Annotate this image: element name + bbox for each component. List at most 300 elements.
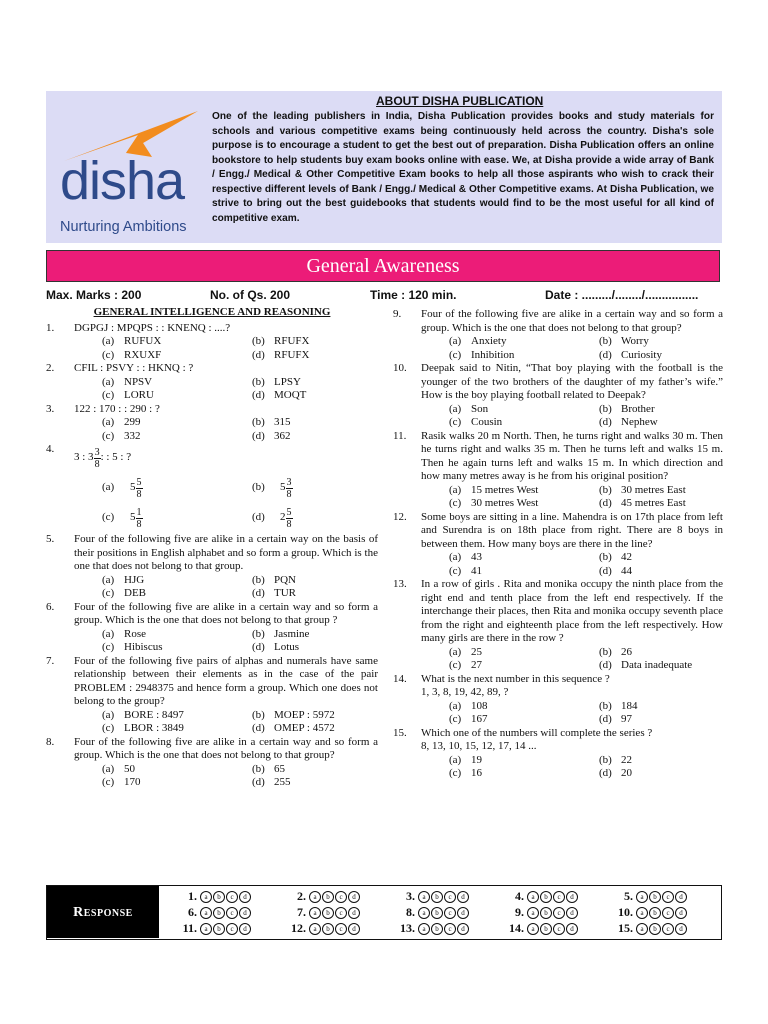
question-text-line: 8, 13, 10, 15, 12, 17, 14 ...	[421, 740, 537, 752]
response-row	[496, 920, 605, 936]
about-title: ABOUT DISHA PUBLICATION	[376, 94, 544, 108]
question-text	[74, 443, 378, 473]
fraction-denominator: 8	[286, 488, 292, 500]
answer-bubble[interactable]: c	[226, 923, 238, 935]
response-row	[605, 920, 714, 936]
question-number: 10.	[393, 362, 407, 374]
response-row	[605, 888, 714, 904]
option	[102, 376, 252, 390]
option-value: Cousin	[471, 416, 503, 428]
option	[252, 376, 402, 390]
answer-bubble[interactable]: b	[540, 923, 552, 935]
option-letter: (d)	[599, 348, 612, 361]
option-letter: (a)	[449, 402, 462, 415]
answer-bubble[interactable]: b	[431, 923, 443, 935]
option-value: Anxiety	[471, 335, 507, 347]
mixed-number	[280, 477, 293, 500]
answer-bubble[interactable]: d	[457, 907, 469, 919]
option-value: Lotus	[274, 641, 300, 653]
option	[102, 503, 252, 533]
answer-bubble[interactable]: b	[431, 907, 443, 919]
option	[599, 565, 749, 579]
option	[102, 416, 252, 430]
fraction	[286, 477, 293, 500]
option	[599, 335, 749, 349]
answer-bubble[interactable]: c	[662, 907, 674, 919]
options	[421, 646, 723, 673]
options	[74, 416, 378, 443]
option-value: 22	[621, 753, 632, 766]
response-number: 1.	[188, 889, 197, 903]
answer-bubble[interactable]: c	[335, 907, 347, 919]
question-number: 11.	[393, 429, 407, 442]
option-letter: (a)	[102, 573, 115, 586]
response-row	[169, 904, 278, 920]
answer-bubble[interactable]: a	[200, 923, 212, 935]
option	[102, 709, 252, 723]
answer-bubble[interactable]: c	[444, 907, 456, 919]
option-value: NPSV	[124, 375, 153, 388]
question-text	[421, 308, 723, 335]
option-value: 50	[124, 762, 135, 775]
answer-bubble[interactable]: a	[418, 891, 430, 903]
option-value: 315	[274, 416, 291, 428]
option-letter: (a)	[102, 481, 115, 494]
fraction-denominator: 8	[136, 488, 142, 500]
option-letter: (b)	[252, 627, 265, 640]
option-value: 30 metres East	[621, 483, 686, 496]
option	[599, 497, 749, 511]
answer-bubble[interactable]: b	[322, 907, 334, 919]
answer-bubble[interactable]: a	[200, 907, 212, 919]
option-letter: (b)	[599, 699, 612, 712]
option	[449, 349, 599, 363]
question-number: 8.	[46, 735, 55, 748]
option	[449, 565, 599, 579]
answer-bubble[interactable]: c	[335, 891, 347, 903]
question-text-line: Four of the following five are alike in a certain way and so form a group. Which is the one that does not belong to that group ?	[74, 600, 378, 626]
option-value: 27	[471, 659, 482, 671]
option-letter: (b)	[252, 375, 265, 388]
option	[102, 776, 252, 790]
answer-bubble[interactable]: c	[662, 891, 674, 903]
option-letter: (b)	[252, 708, 265, 721]
answer-bubble[interactable]: d	[675, 891, 687, 903]
option	[102, 574, 252, 588]
response-number: 6.	[188, 905, 197, 919]
question-text-line: Four of the following five are alike in a certain way and so form a group. Which is the one that does not belong to that group?	[421, 308, 723, 334]
answer-bubble[interactable]: d	[348, 923, 360, 935]
option	[449, 700, 599, 714]
option-value: 65	[274, 762, 285, 775]
answer-bubble[interactable]: d	[457, 923, 469, 935]
option	[449, 416, 599, 430]
option	[599, 767, 749, 781]
date-field: Date : ........./......../................	[545, 288, 699, 302]
option-value: 108	[471, 699, 488, 712]
question-number: 13.	[393, 578, 407, 590]
about-box	[46, 91, 722, 243]
question-number: 6.	[46, 600, 55, 613]
response-number: 7.	[297, 905, 306, 919]
answer-bubble[interactable]: c	[553, 923, 565, 935]
fraction-numerator: 5	[286, 506, 292, 518]
option-letter: (b)	[252, 416, 265, 428]
answer-bubble[interactable]: d	[566, 891, 578, 903]
answer-bubble[interactable]: d	[675, 907, 687, 919]
question-text-line: Four of the following five pairs of alphas and numerals have same relationship between their elements as in the case of the pair PROBLEM : 2948375 and hence form a group. Which one does not belong to the group?	[74, 654, 378, 707]
options	[421, 700, 723, 727]
option-letter: (d)	[599, 416, 612, 428]
option-value: 299	[124, 416, 141, 428]
option-value: Nephew	[621, 416, 658, 428]
fraction-numerator: 3	[286, 476, 292, 488]
question-text	[421, 673, 723, 700]
option-letter: (a)	[449, 483, 462, 496]
answer-bubble[interactable]: d	[566, 907, 578, 919]
response-number: 13.	[400, 921, 415, 935]
answer-bubble[interactable]: a	[527, 891, 539, 903]
answer-bubble[interactable]: a	[418, 923, 430, 935]
option-letter: (a)	[102, 762, 115, 775]
questions-right-column	[393, 308, 723, 781]
option-value: Brother	[621, 402, 655, 415]
answer-bubble[interactable]: a	[309, 891, 321, 903]
option-value: Hibiscus	[124, 641, 163, 653]
option-value: 20	[621, 767, 632, 779]
answer-bubble[interactable]: d	[348, 907, 360, 919]
answer-bubble[interactable]: d	[457, 891, 469, 903]
option	[102, 335, 252, 349]
option	[449, 335, 599, 349]
option	[599, 403, 749, 417]
answer-bubble[interactable]: b	[649, 891, 661, 903]
answer-bubble[interactable]: d	[239, 891, 251, 903]
answer-bubble[interactable]: a	[418, 907, 430, 919]
question-number: 7.	[46, 654, 55, 667]
option	[599, 484, 749, 498]
fraction-denominator: 8	[94, 458, 100, 470]
answer-bubble[interactable]: a	[636, 907, 648, 919]
answer-bubble[interactable]: d	[675, 923, 687, 935]
option	[102, 430, 252, 444]
option-letter: (a)	[102, 627, 115, 640]
question-text-line: In a row of girls . Rita and monika occupy the ninth place from the right end and tenth place from the left end respectively. If the interchange their places, then Rita and monika occupy seventh place from the right and eighteenth place from the left respectively. How many girls are there in the row ?	[421, 578, 723, 644]
option	[449, 403, 599, 417]
answer-bubble[interactable]: a	[636, 923, 648, 935]
answer-bubble[interactable]: b	[649, 907, 661, 919]
option	[102, 763, 252, 777]
option-letter: (c)	[102, 641, 115, 653]
answer-bubble[interactable]: d	[348, 891, 360, 903]
answer-bubble[interactable]: b	[431, 891, 443, 903]
options	[421, 551, 723, 578]
options	[421, 754, 723, 781]
question	[46, 601, 378, 655]
option-value: 19	[471, 753, 482, 766]
question-text	[74, 362, 378, 376]
answer-bubble[interactable]: c	[226, 907, 238, 919]
options	[74, 376, 378, 403]
options	[74, 335, 378, 362]
option	[102, 628, 252, 642]
response-number: 3.	[406, 889, 415, 903]
option	[599, 416, 749, 430]
option-letter: (c)	[449, 767, 462, 779]
option-value: MOEP : 5972	[274, 708, 335, 721]
answer-bubble[interactable]: c	[335, 923, 347, 935]
answer-bubble[interactable]: d	[566, 923, 578, 935]
option-value: Son	[471, 402, 489, 415]
response-grid	[46, 885, 722, 940]
option-letter: (b)	[252, 481, 265, 494]
option-value: 15 metres West	[471, 483, 539, 496]
option-value: 167	[471, 713, 488, 725]
options	[74, 574, 378, 601]
fraction-numerator: 1	[136, 506, 142, 518]
option	[252, 776, 402, 790]
option-value: RFUFX	[274, 335, 310, 347]
answer-bubble[interactable]: a	[636, 891, 648, 903]
option	[449, 551, 599, 565]
option-letter: (d)	[252, 429, 265, 442]
response-number: 12.	[291, 921, 306, 935]
option	[102, 641, 252, 655]
question-text-line: Deepak said to Nitin, “That boy playing with the football is the younger of the two brothers of the daughter of my father’s wife.” How is the boy playing football related to Deepak?	[421, 362, 723, 401]
option-letter: (d)	[252, 641, 265, 653]
option-letter: (d)	[599, 713, 612, 725]
option-value: Worry	[621, 335, 649, 347]
option-value: RFUFX	[274, 348, 310, 361]
answer-bubble[interactable]: c	[662, 923, 674, 935]
option	[599, 700, 749, 714]
response-row	[387, 904, 496, 920]
option-value: MOQT	[274, 389, 307, 401]
option	[449, 754, 599, 768]
option-value: 43	[471, 551, 482, 563]
question-text	[421, 511, 723, 552]
option-letter: (c)	[102, 348, 115, 361]
whole-number: 5	[130, 511, 136, 524]
answer-bubble[interactable]: b	[540, 907, 552, 919]
fraction	[136, 477, 143, 500]
option-letter: (b)	[252, 573, 265, 586]
option	[252, 628, 402, 642]
option-value: 170	[124, 776, 141, 788]
section-title: GENERAL INTELLIGENCE AND REASONING	[93, 306, 331, 318]
question-text	[421, 727, 723, 754]
option-letter: (c)	[449, 564, 462, 577]
response-number: 11.	[182, 921, 197, 935]
mixed-number	[130, 477, 143, 500]
questions-left-column	[46, 306, 378, 790]
option	[252, 473, 402, 503]
answer-bubble[interactable]: c	[444, 891, 456, 903]
answer-bubble[interactable]: b	[213, 891, 225, 903]
question	[46, 533, 378, 601]
option-value: TUR	[274, 587, 296, 599]
option-letter: (b)	[252, 335, 265, 347]
answer-bubble[interactable]: d	[239, 907, 251, 919]
option-value: LPSY	[274, 375, 301, 388]
fraction	[286, 507, 293, 530]
response-number: 9.	[515, 905, 524, 919]
answer-bubble[interactable]: c	[553, 907, 565, 919]
option	[252, 574, 402, 588]
option-value: PQN	[274, 573, 297, 586]
option-letter: (c)	[449, 497, 462, 509]
option	[252, 389, 402, 403]
response-row	[387, 920, 496, 936]
answer-bubble[interactable]: b	[540, 891, 552, 903]
response-row	[605, 904, 714, 920]
question-number: 1.	[46, 321, 55, 334]
option	[449, 659, 599, 673]
response-number: 15.	[618, 921, 633, 935]
option	[599, 659, 749, 673]
fraction-numerator: 3	[94, 446, 100, 458]
answer-bubble[interactable]: c	[444, 923, 456, 935]
option-value: 362	[274, 429, 291, 442]
question-number: 9.	[393, 308, 402, 320]
option	[252, 763, 402, 777]
option-value: LBOR : 3849	[124, 722, 184, 734]
option	[252, 587, 402, 601]
question-text-line: 122 : 170 : : 290 : ?	[74, 402, 160, 415]
option-letter: (a)	[102, 416, 115, 428]
options	[74, 763, 378, 790]
option-letter: (d)	[252, 776, 265, 788]
question	[393, 578, 723, 673]
option-value: RUFUX	[124, 335, 162, 347]
question-text-line: Which one of the numbers will complete the series ?	[421, 726, 653, 739]
options	[74, 709, 378, 736]
question-text	[74, 533, 378, 574]
option	[599, 646, 749, 660]
option-letter: (c)	[102, 776, 115, 788]
option-value: DEB	[124, 587, 146, 599]
question-text-line: DGPGJ : MPQPS : : KNENQ : ....?	[74, 321, 231, 334]
options	[421, 484, 723, 511]
response-row	[278, 920, 387, 936]
question-text	[74, 736, 378, 763]
fraction-numerator: 5	[136, 476, 142, 488]
question	[46, 655, 378, 736]
option-value: 16	[471, 767, 482, 779]
option-value: RXUXF	[124, 348, 162, 361]
question-text	[421, 578, 723, 646]
answer-bubble[interactable]: b	[649, 923, 661, 935]
options	[74, 628, 378, 655]
option-letter: (c)	[449, 348, 462, 361]
option-letter: (a)	[102, 375, 115, 388]
option	[252, 335, 402, 349]
option	[252, 416, 402, 430]
question-text	[74, 322, 378, 336]
answer-bubble[interactable]: a	[527, 907, 539, 919]
option-letter: (c)	[102, 511, 115, 524]
option-letter: (a)	[449, 645, 462, 658]
response-number: 14.	[509, 921, 524, 935]
question	[393, 430, 723, 511]
question-text-line: Some boys are sitting in a line. Mahendra is on 17th place from left and Surendra is on 18th place from right. There are 8 boys in between them. How many boys are there in the line?	[421, 510, 723, 550]
option-value: 184	[621, 699, 638, 712]
response-row	[496, 904, 605, 920]
question-number: 4.	[46, 443, 55, 455]
option-letter: (d)	[252, 511, 265, 524]
option-value: Rose	[124, 627, 146, 640]
option-value: Jasmine	[274, 627, 310, 640]
question	[46, 322, 378, 363]
question	[393, 727, 723, 781]
option-letter: (a)	[449, 699, 462, 712]
option-letter: (a)	[102, 708, 115, 721]
option-value: OMEP : 4572	[274, 722, 335, 734]
option	[102, 349, 252, 363]
max-marks: Max. Marks : 200	[46, 288, 142, 302]
whole-number: 5	[280, 481, 286, 494]
answer-bubble[interactable]: d	[239, 923, 251, 935]
question-number: 14.	[393, 672, 407, 685]
option	[252, 722, 402, 736]
option-letter: (d)	[599, 767, 612, 779]
option-value: 97	[621, 713, 632, 725]
question-text-line: CFIL : PSVY : : HKNQ : ?	[74, 362, 194, 374]
fraction	[94, 447, 101, 470]
option-letter: (d)	[599, 497, 612, 509]
option	[599, 349, 749, 363]
answer-bubble[interactable]: a	[309, 907, 321, 919]
response-number: 10.	[618, 905, 633, 919]
question	[46, 736, 378, 790]
question-text-line: Rasik walks 20 m North. Then, he turns right and walks 30 m. Then he turns right and walks 35 m. Then he turns left and walks 15 m. Then he again turns left and walks 15 m. In which direction and how many metres away is he from his original position?	[421, 429, 723, 482]
option-value: LORU	[124, 389, 154, 401]
option-letter: (a)	[449, 335, 462, 347]
question-text-line: Four of the following five are alike in a certain way on the basis of their positions in English alphabet and so form a group. Which is the one that does not belong to that group.	[74, 533, 378, 572]
option	[449, 497, 599, 511]
mixed-number	[280, 507, 293, 530]
option-letter: (b)	[599, 551, 612, 563]
answer-bubble[interactable]: b	[213, 923, 225, 935]
answer-bubble[interactable]: a	[200, 891, 212, 903]
answer-bubble[interactable]: c	[226, 891, 238, 903]
option-letter: (d)	[252, 348, 265, 361]
response-row	[278, 904, 387, 920]
option	[449, 713, 599, 727]
answer-bubble[interactable]: b	[322, 923, 334, 935]
option-value: 41	[471, 564, 482, 577]
question	[393, 362, 723, 430]
section-banner: General Awareness	[46, 250, 720, 282]
question-text-part: : : 5 : ?	[100, 451, 132, 464]
option-letter: (b)	[599, 402, 612, 415]
option	[252, 709, 402, 723]
response-row	[169, 920, 278, 936]
answer-bubble[interactable]: c	[553, 891, 565, 903]
option	[449, 646, 599, 660]
answer-bubble[interactable]: a	[309, 923, 321, 935]
response-row	[496, 888, 605, 904]
response-number: 2.	[297, 889, 306, 903]
answer-bubble[interactable]: b	[213, 907, 225, 919]
question	[393, 673, 723, 727]
option-letter: (d)	[252, 389, 265, 401]
answer-bubble[interactable]: a	[527, 923, 539, 935]
option-letter: (a)	[449, 551, 462, 563]
option-letter: (a)	[449, 753, 462, 766]
question-number: 3.	[46, 402, 55, 415]
answer-bubble[interactable]: b	[322, 891, 334, 903]
